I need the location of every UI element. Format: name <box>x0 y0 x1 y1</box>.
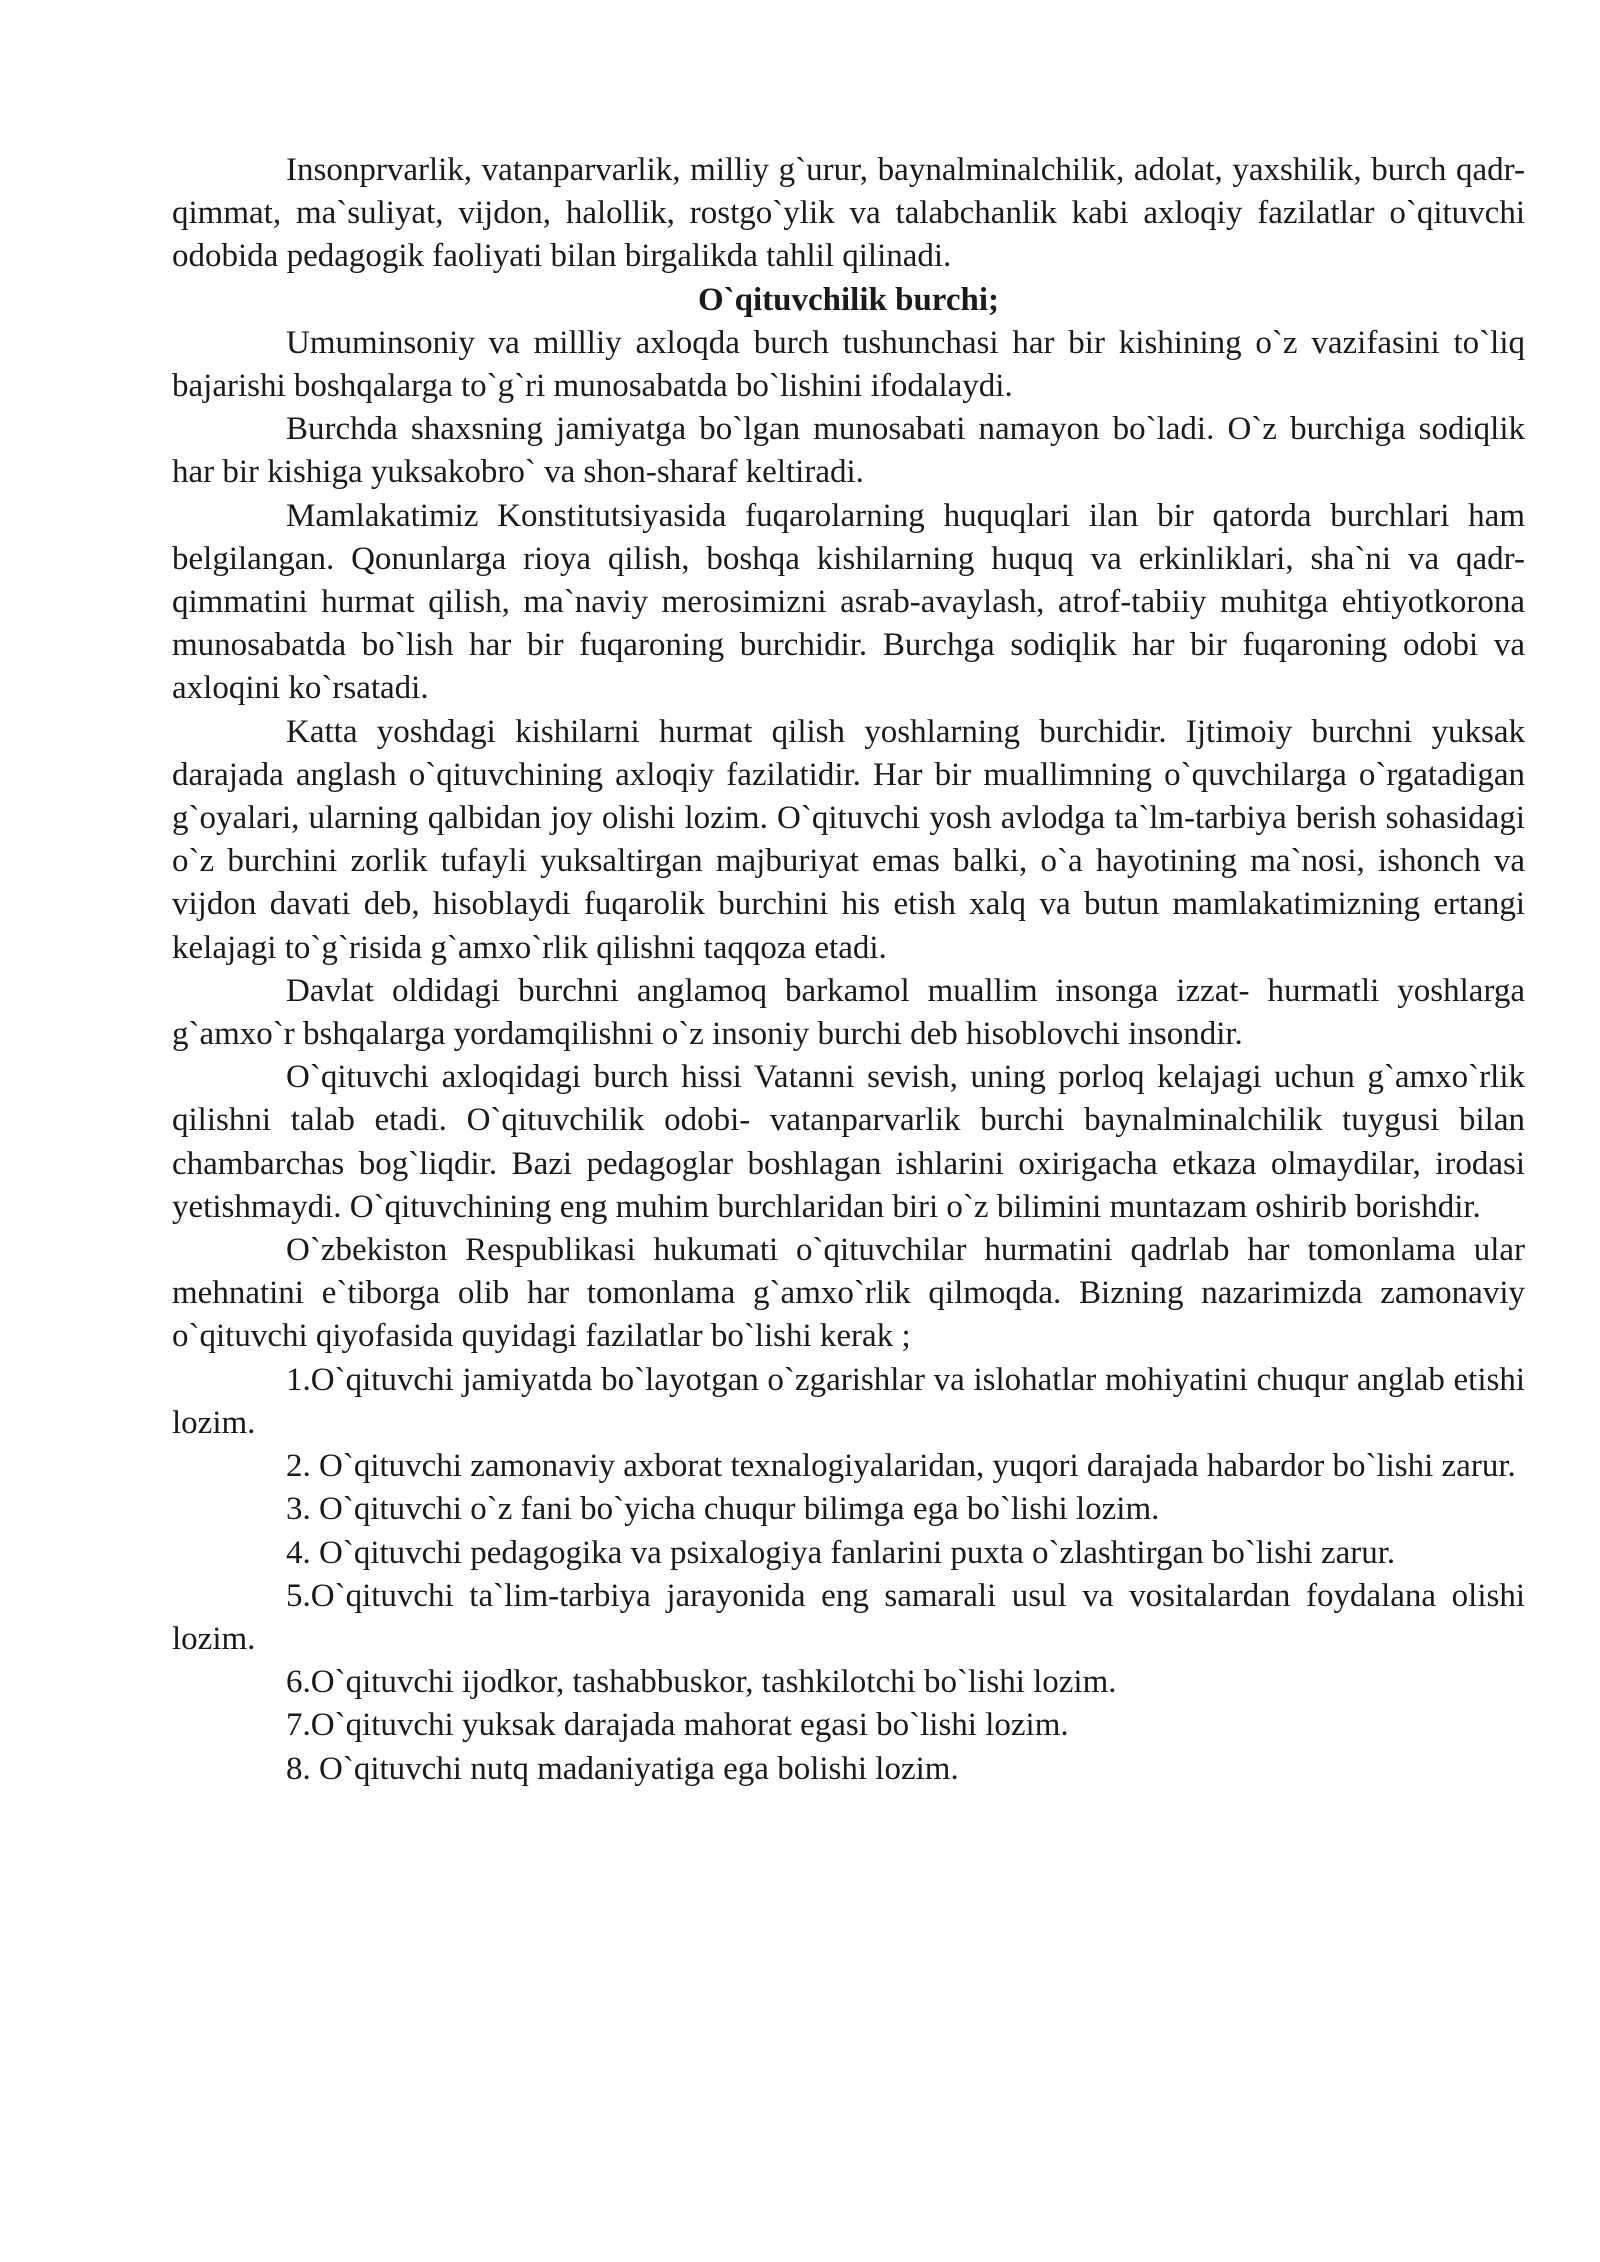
list-item: 4. O`qituvchi pedagogika va psixalogiya fanlarini puxta o`zlashtirgan bo`lishi zarur. <box>286 1534 1396 1571</box>
list-item: 6.O`qituvchi ijodkor, tashabbuskor, tashkilotchi bo`lishi lozim. <box>286 1664 1117 1701</box>
section-heading: O`qituvchilik burchi; <box>697 281 1000 318</box>
intro-paragraph: Insonprvarlik, vatanparvarlik, milliy g`urur, baynalminalchilik, adolat, yaxshilik, burch qadr-qimmat, ma`suliyat, vijdon, halollik, rostgo`ylik va talabchanlik kabi axloqiy fazilatlar o`qituvchi odobida pedagogik faoliyati bilan birgalikda tahlil qilinadi. <box>172 152 1525 275</box>
list-item: 2. O`qituvchi zamonaviy axborat texnalogiyalaridan, yuqori darajada habardor bo`lishi zarur. <box>286 1448 1516 1485</box>
paragraph-state-duty: Davlat oldidagi burchni anglamoq barkamol muallim insonga izzat- hurmatli yoshlarga g`amxo`r bshqalarga yordamqilishni o`z insoniy burchi deb hisoblovchi insondir. <box>172 972 1525 1053</box>
paragraph-constitution: Mamlakatimiz Konstitutsiyasida fuqarolarning huquqlari ilan bir qatorda burchlari ham belgilangan. Qonunlarga rioya qilish, boshqa kishilarning huquq va erkinliklari, sha`ni va qadr-qimmatini hurmat qilish, ma`naviy merosimizni asrab-avaylash, atrof-tabiiy muhitga ehtiyotkorona munosabatda bo`lish har bir fuqaroning burchidir. Burchga sodiqlik har bir fuqaroning odobi va axloqini ko`rsatadi. <box>172 497 1525 707</box>
paragraph-duty-society: Burchda shaxsning jamiyatga bo`lgan munosabati namayon bo`ladi. O`z burchiga sodiqlik har bir kishiga yuksakobro` va shon-sharaf keltiradi. <box>172 411 1525 491</box>
paragraph-respect-elders: Katta yoshdagi kishilarni hurmat qilish yoshlarning burchidir. Ijtimoiy burchni yuksak darajada anglash o`qituvchining axloqiy fazilatidir. Har bir muallimning o`quvchilarga o`rgatadigan g`oyalari, ularning qalbidan joy olishi lozim. O`qituvchi yosh avlodga ta`lm-tarbiya berish sohasidagi o`z burchini zorlik tufayli yuksaltirgan majburiyat emas balki, o`a hayotining ma`nosi, ishonch va vijdon davati deb, hisoblaydi fuqarolik burchini his etish xalq va butun mamlakatimizning ertangi kelajagi to`g`risida g`amxo`rlik qilishni taqqoza etadi. <box>172 713 1525 966</box>
list-item: 7.O`qituvchi yuksak darajada mahorat egasi bo`lishi lozim. <box>286 1707 1069 1744</box>
list-item: 1.O`qituvchi jamiyatda bo`layotgan o`zgarishlar va islohatlar mohiyatini chuqur anglab etishi lozim. <box>172 1361 1525 1441</box>
list-item: 3. O`qituvchi o`z fani bo`yicha chuqur bilimga ega bo`lishi lozim. <box>286 1491 1160 1528</box>
paragraph-teacher-ethics: O`qituvchi axloqidagi burch hissi Vatanni sevish, uning porloq kelajagi uchun g`amxo`rlik qilishni talab etadi. O`qituvchilik odobi- vatanparvarlik burchi baynalminalchilik tuygusi bilan chambarchas bog`liqdir. Bazi pedagoglar boshlagan ishlarini oxirigacha etkaza olmaydilar, irodasi yetishmaydi. O`qituvchining eng muhim burchlaridan biri o`z bilimini muntazam oshirib borishdir. <box>172 1059 1525 1225</box>
list-item: 5.O`qituvchi ta`lim-tarbiya jarayonida eng samarali usul va vositalardan foydalana olishi lozim. <box>172 1577 1525 1657</box>
list-item: 8. O`qituvchi nutq madaniyatiga ega bolishi lozim. <box>286 1750 959 1787</box>
paragraph-duty-definition: Umuminsoniy va millliy axloqda burch tushunchasi har bir kishining o`z vazifasini to`liq bajarishi boshqalarga to`g`ri munosabatda bo`lishini ifodalaydi. <box>172 324 1525 405</box>
paragraph-government: O`zbekiston Respublikasi hukumati o`qituvchilar hurmatini qadrlab har tomonlama ular mehnatini e`tiborga olib har tomonlama g`amxo`rlik qilmoqda. Bizning nazarimizda zamonaviy o`qituvchi qiyofasida quyidagi fazilatlar bo`lishi kerak ; <box>172 1232 1525 1355</box>
